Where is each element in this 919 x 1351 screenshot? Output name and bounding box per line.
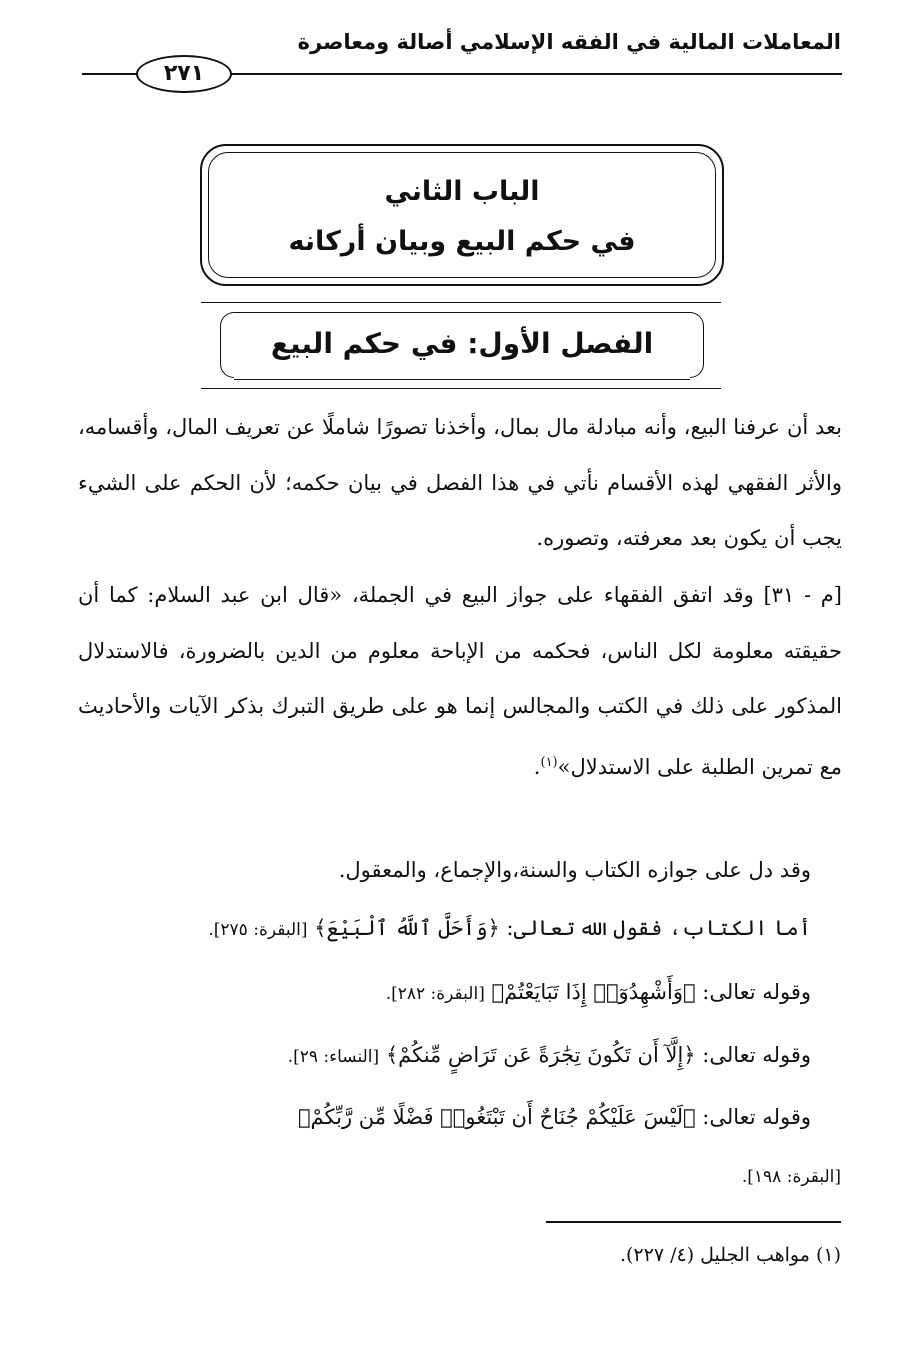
quran-4-reference-line — [77, 1163, 841, 1187]
section-title: الفصل الأول: في حكم البيع — [270, 327, 654, 360]
section-title-frame — [234, 312, 690, 380]
quran-3-reference: [النساء: ٢٩]. — [287, 1047, 380, 1067]
section-rule-top — [201, 302, 721, 303]
quran-citation-2 — [47, 980, 811, 1004]
quran-4-verse: ﴿لَيْسَ عَلَيْكُمْ جُنَاحٌ أَن تَبْتَغُوا۟ فَضْلًا مِّن رَّبِّكُمْ﴾ — [297, 1105, 696, 1129]
quran-3-lead: وقوله تعالى: — [702, 1043, 811, 1067]
running-header-title: المعاملات المالية في الفقه الإسلامي أصالة ومعاصرة — [297, 30, 841, 54]
evidence-intro: وقد دل على جوازه الكتاب والسنة،والإجماع، والمعقول. — [338, 858, 811, 882]
section-rule-bottom — [201, 388, 721, 389]
quran-3-verse: ﴿إِلَّآ أَن تَكُونَ تِجَٰرَةً عَن تَرَاضٍ مِّنكُمْ﴾ — [385, 1043, 696, 1067]
footnote-separator — [546, 1221, 841, 1223]
page-number: ٢٧١ — [136, 55, 232, 93]
quran-1-reference: [البقرة: ٢٧٥]. — [208, 920, 308, 940]
footnote-1: (١) مواهب الجليل (٤/ ٢٢٧). — [619, 1244, 841, 1266]
quran-citation-1 — [47, 916, 811, 940]
quran-1-lead: أما الكتاب، فقول الله تعالى: — [506, 916, 811, 940]
chapter-heading: الباب الثاني — [384, 176, 540, 207]
paragraph-consensus-end: . — [533, 754, 541, 779]
quran-1-verse: ﴿وَأَحَلَّ ٱللَّهُ ٱلْبَيْعَ﴾ — [314, 916, 500, 940]
quran-2-verse: ﴿وَأَشْهِدُوٓا۟ إِذَا تَبَايَعْتُمْ﴾ — [491, 980, 696, 1004]
quran-4-lead: وقوله تعالى: — [702, 1105, 811, 1129]
quran-4-reference: [البقرة: ١٩٨]. — [741, 1167, 841, 1187]
quran-2-reference: [البقرة: ٢٨٢]. — [385, 984, 485, 1004]
quran-2-lead: وقوله تعالى: — [702, 980, 811, 1004]
footnote-marker: (١) — [540, 754, 558, 770]
paragraph-consensus — [78, 568, 842, 795]
paragraph-consensus-text: [م - ٣١] وقد اتفق الفقهاء على جواز البيع في الجملة، «قال ابن عبد السلام: كما أن حقيقته معلومة لكل الناس، فحكمه من الإباحة معلوم من الدين بالضرورة، فالاستدلال المذكور على ذلك في الكتب والمجالس إنما هو على طريق التبرك بذكر الآيات والأحاديث مع تمرين الطلبة على الاستدلال» — [78, 583, 842, 779]
quran-citation-3 — [47, 1043, 811, 1067]
quran-citation-4 — [47, 1105, 811, 1129]
chapter-subheading: في حكم البيع وبيان أركانه — [288, 226, 636, 257]
chapter-title-box — [200, 144, 724, 286]
paragraph-intro: بعد أن عرفنا البيع، وأنه مبادلة مال بمال، وأخذنا تصورًا شاملًا عن تعريف المال، وأقسامه، والأثر الفقهي لهذه الأقسام نأتي في هذا الفصل في بيان حكمه؛ لأن الحكم على الشيء يجب أن يكون بعد معرفته، وتصوره. — [78, 415, 842, 550]
